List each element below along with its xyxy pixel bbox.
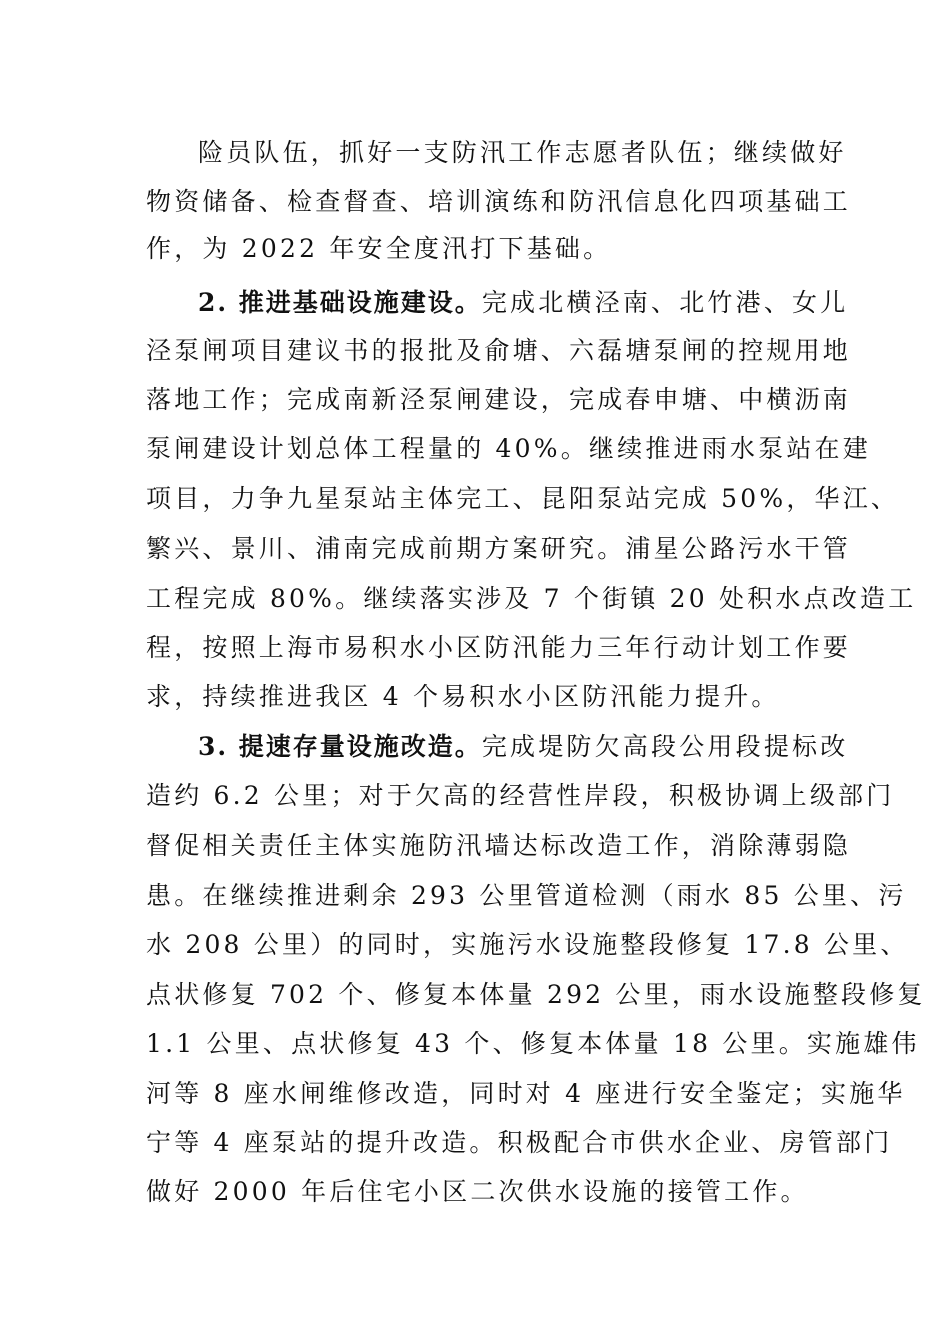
section-2-heading: 2. 推进基础设施建设。: [198, 288, 482, 317]
text-line: 患。在继续推进剩余 293 公里管道检测（雨水 85 公里、污: [146, 881, 907, 910]
text-line: 1.1 公里、点状修复 43 个、修复本体量 18 公里。实施雄伟: [146, 1029, 920, 1058]
text-line: 宁等 4 座泵站的提升改造。积极配合市供水企业、房管部门: [146, 1128, 893, 1157]
section-3-first-line: [198, 722, 849, 772]
text-line: 做好 2000 年后住宅小区二次供水设施的接管工作。: [146, 1177, 809, 1206]
text-line: 河等 8 座水闸维修改造，同时对 4 座进行安全鉴定；实施华: [146, 1079, 906, 1108]
text-line: 泾泵闸项目建议书的报批及俞塘、六磊塘泵闸的控规用地: [146, 336, 852, 365]
section-2-first-line: [198, 278, 849, 328]
section-3-heading: 3. 提速存量设施改造。: [198, 732, 482, 761]
text-line: 程，按照上海市易积水小区防汛能力三年行动计划工作要: [146, 633, 852, 662]
text-line: 点状修复 702 个、修复本体量 292 公里，雨水设施整段修复: [146, 980, 926, 1009]
text-line: 工程完成 80%。继续落实涉及 7 个街镇 20 处积水点改造工: [146, 584, 917, 613]
text-line: 造约 6.2 公里；对于欠高的经营性岸段，积极协调上级部门: [146, 781, 895, 810]
text-line: 水 208 公里）的同时，实施污水设施整段修复 17.8 公里、: [146, 930, 909, 959]
text-line: 泵闸建设计划总体工程量的 40%。继续推进雨水泵站在建: [146, 434, 871, 463]
text-line: 繁兴、景川、浦南完成前期方案研究。浦星公路污水干管: [146, 534, 852, 563]
section-2-text: 完成北横泾南、北竹港、女儿: [481, 288, 849, 317]
text-line: 落地工作；完成南新泾泵闸建设，完成春申塘、中横沥南: [146, 385, 852, 414]
text-line: 督促相关责任主体实施防汛墙达标改造工作，消除薄弱隐: [146, 831, 852, 860]
text-line: 物资储备、检查督查、培训演练和防汛信息化四项基础工: [146, 187, 852, 216]
text-line: 项目，力争九星泵站主体完工、昆阳泵站完成 50%，华江、: [146, 484, 900, 513]
text-line: 险员队伍，抓好一支防汛工作志愿者队伍；继续做好: [198, 138, 847, 167]
section-3-text: 完成堤防欠高段公用段提标改: [481, 732, 849, 761]
text-line: 作，为 2022 年安全度汛打下基础。: [146, 234, 612, 263]
text-line: 求，持续推进我区 4 个易积水小区防汛能力提升。: [146, 682, 780, 711]
